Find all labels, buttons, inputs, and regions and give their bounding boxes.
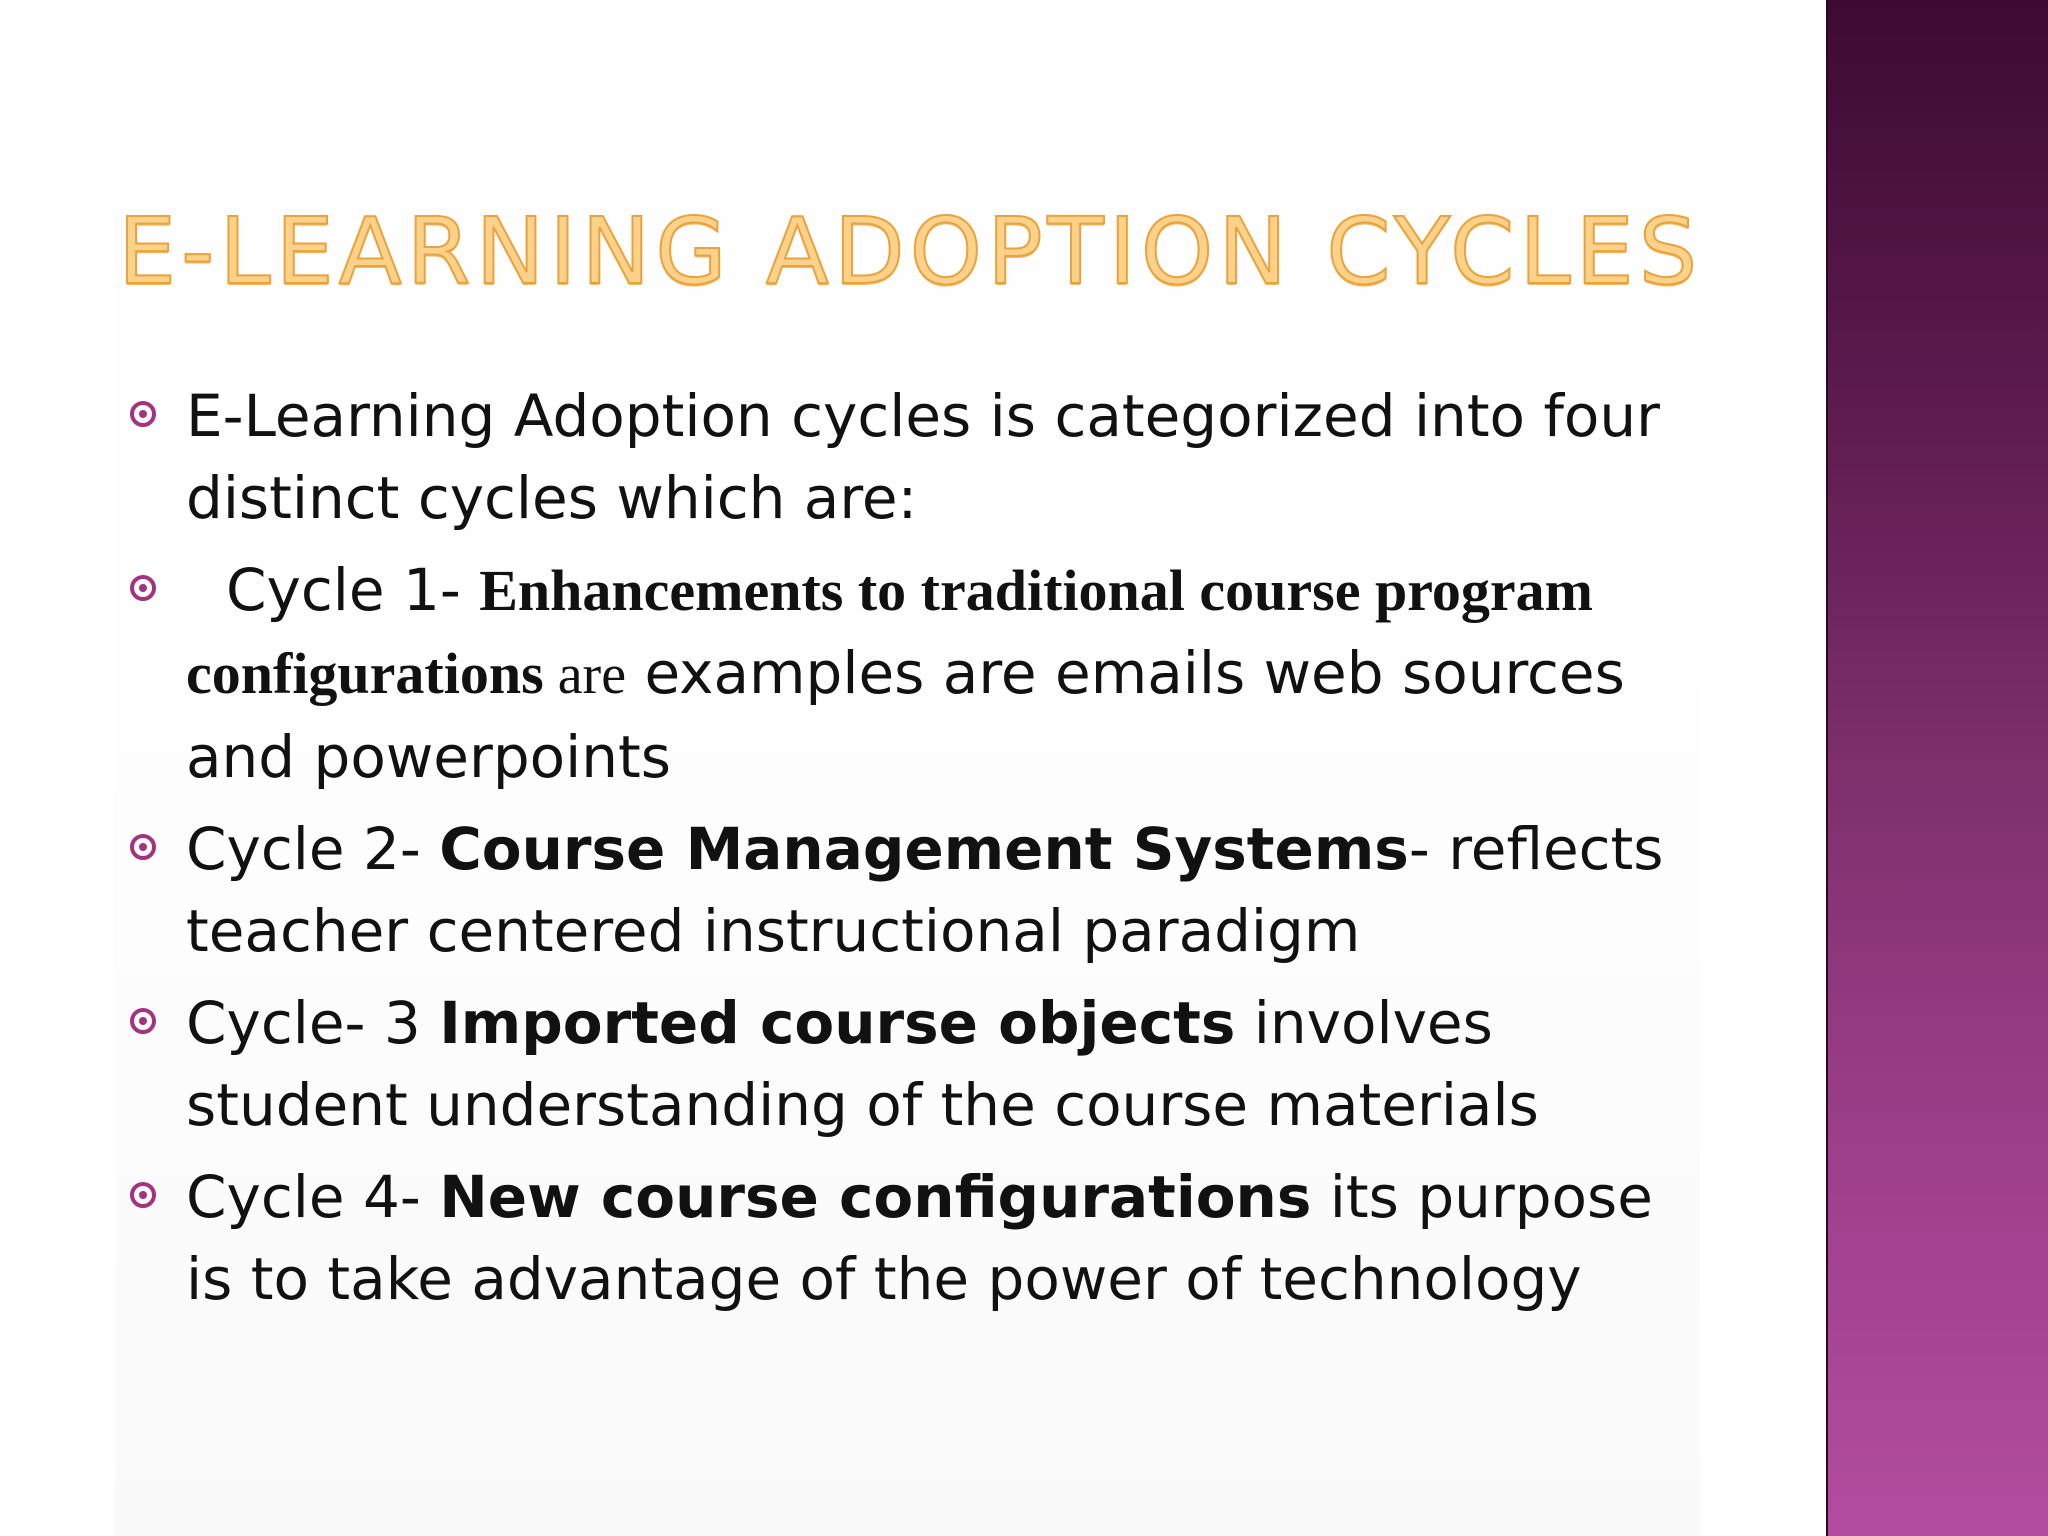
bullet-item-intro <box>126 375 1686 539</box>
cycle-description: involves student understanding of the course materials <box>186 989 1539 1139</box>
cycle-description: its purpose is to take advantage of the power of technology <box>186 1163 1653 1313</box>
decorative-sidebar <box>1826 0 2048 1536</box>
bullet-item-cycle-4 <box>126 1156 1686 1320</box>
cycle-label: Cycle 1- <box>226 556 480 624</box>
cycle-label: Cycle- 3 <box>186 989 440 1057</box>
bullet-item-cycle-1 <box>126 549 1686 798</box>
circled-dot-icon <box>130 834 156 860</box>
cycle-description: examples are emails web sources and powerpoints <box>186 639 1625 791</box>
cycle-name: Enhancements to traditional course program configurations <box>186 558 1593 706</box>
cycle-description: - reflects teacher centered instructional paradigm <box>186 815 1664 965</box>
cycle-name: Imported course objects <box>439 989 1236 1057</box>
bullet-text: E-Learning Adoption cycles is categorized into four distinct cycles which are: <box>186 382 1660 532</box>
bullet-item-cycle-2 <box>126 808 1686 972</box>
circled-dot-icon <box>130 1182 156 1208</box>
bullet-item-cycle-3 <box>126 982 1686 1146</box>
circled-dot-icon <box>130 575 156 601</box>
cycle-label: Cycle 2- <box>186 815 440 883</box>
cycle-name: Course Management Systems <box>439 815 1409 883</box>
bullet-list <box>126 375 1686 1330</box>
circled-dot-icon <box>130 1008 156 1034</box>
cycle-connector: are <box>543 644 627 706</box>
circled-dot-icon <box>130 401 156 427</box>
cycle-name: New course configurations <box>439 1163 1312 1231</box>
cycle-label: Cycle 4- <box>186 1163 440 1231</box>
slide-title: E-LEARNING ADOPTION CYCLES <box>118 198 1703 305</box>
